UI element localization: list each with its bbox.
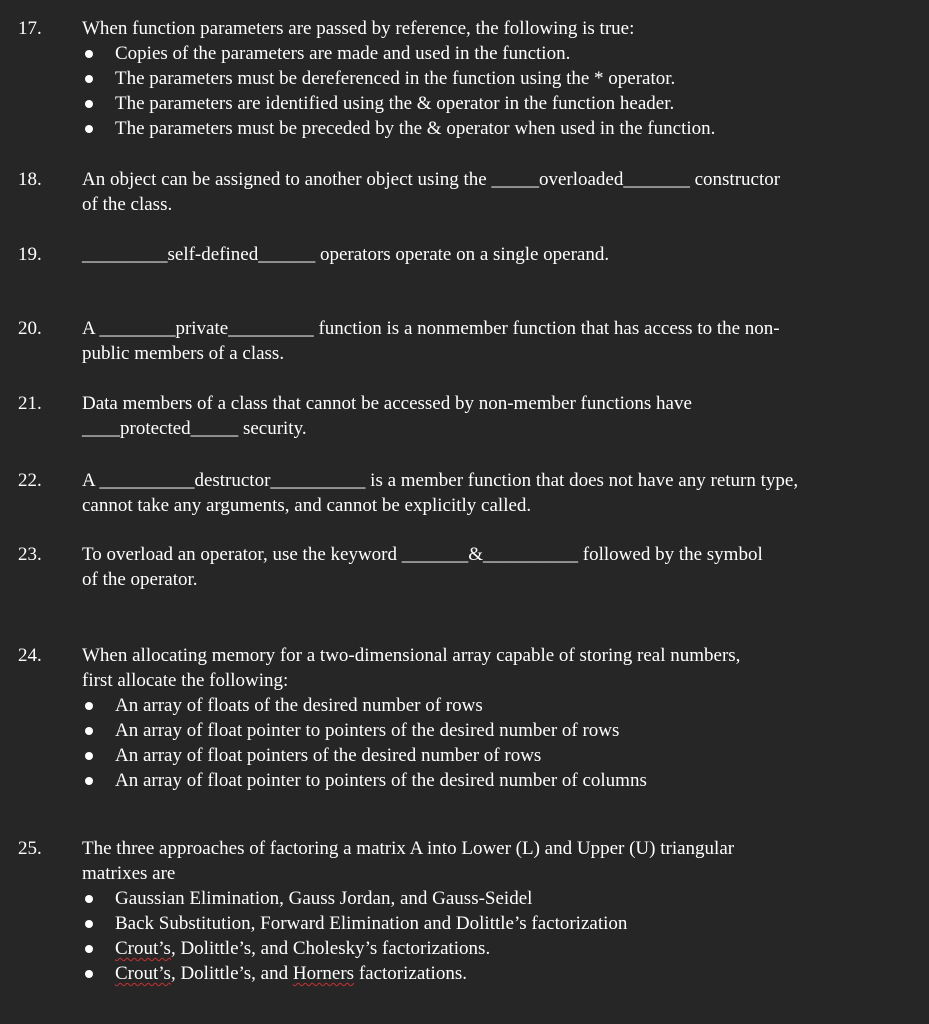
option-text: , Dolittle’s, and Cholesky’s factorizations. — [170, 938, 491, 959]
question-text: _________self-defined______ operators operate on a single operand. — [82, 244, 610, 265]
question-body — [82, 643, 882, 793]
bullet-icon — [85, 75, 93, 83]
option-item — [82, 743, 882, 768]
bullet-icon — [85, 752, 93, 760]
option-item — [82, 768, 882, 793]
bullet-icon — [85, 727, 93, 735]
question-number: 18. — [18, 169, 42, 190]
answer-blank: _____overloaded_______ — [491, 169, 690, 190]
bullet-icon — [85, 970, 93, 978]
question-number: 24. — [18, 645, 42, 666]
question-body — [82, 468, 882, 518]
question-body — [82, 391, 882, 441]
option-text: The parameters must be preceded by the & operator when used in the function. — [115, 118, 716, 139]
question-text: Data members of a class that cannot be accessed by non-member functions have — [82, 393, 692, 414]
option-item — [82, 91, 882, 116]
question-text: An object can be assigned to another object using the _____overloaded_______ constructor — [82, 169, 781, 190]
spellcheck-word: Horners — [292, 963, 355, 984]
option-text: An array of float pointer to pointers of the desired number of columns — [115, 770, 647, 791]
option-item — [82, 693, 882, 718]
option-text: , Dolittle’s, and — [170, 963, 293, 984]
option-text: Copies of the parameters are made and used in the function. — [115, 43, 571, 64]
option-item — [82, 961, 882, 986]
option-text: The parameters are identified using the & operator in the function header. — [115, 93, 675, 114]
question-text-cont: first allocate the following: — [82, 670, 289, 691]
question-text: When function parameters are passed by reference, the following is true: — [82, 18, 635, 39]
question-text-cont: cannot take any arguments, and cannot be explicitly called. — [82, 495, 532, 516]
option-text: The parameters must be dereferenced in the function using the * operator. — [115, 68, 676, 89]
question-text-cont: matrixes are — [82, 863, 176, 884]
option-list — [82, 41, 882, 141]
question-number: 25. — [18, 838, 42, 859]
question-text: When allocating memory for a two-dimensional array capable of storing real numbers, — [82, 645, 741, 666]
question-text-cont: of the operator. — [82, 569, 198, 590]
option-text: Back Substitution, Forward Elimination and Dolittle’s factorization — [115, 913, 628, 934]
answer-blank: __________destructor__________ — [99, 470, 366, 491]
bullet-icon — [85, 920, 93, 928]
option-text: An array of float pointer to pointers of the desired number of rows — [115, 720, 620, 741]
option-item — [82, 41, 882, 66]
question-number: 19. — [18, 244, 42, 265]
question-text: The three approaches of factoring a matrix A into Lower (L) and Upper (U) triangular — [82, 838, 735, 859]
question-body — [82, 836, 882, 986]
question-body — [82, 242, 882, 267]
question-text-cont: public members of a class. — [82, 343, 285, 364]
question-body — [82, 167, 882, 217]
question-body — [82, 542, 882, 592]
option-item — [82, 66, 882, 91]
option-item — [82, 911, 882, 936]
spellcheck-word: Crout’s — [115, 938, 171, 959]
bullet-icon — [85, 702, 93, 710]
answer-blank: ____protected_____ — [82, 418, 239, 439]
answer-blank: _______&__________ — [401, 544, 579, 565]
question-body — [82, 316, 882, 366]
spellcheck-word: Crout’s — [115, 963, 171, 984]
question-number: 23. — [18, 544, 42, 565]
question-text: A ________private_________ function is a nonmember function that has access to the non- — [82, 318, 780, 339]
question-number: 20. — [18, 318, 42, 339]
bullet-icon — [85, 945, 93, 953]
question-number: 17. — [18, 18, 42, 39]
option-text: Gaussian Elimination, Gauss Jordan, and Gauss-Seidel — [115, 888, 533, 909]
bullet-icon — [85, 125, 93, 133]
option-text: An array of float pointers of the desired number of rows — [115, 745, 542, 766]
question-text-cont: ____protected_____ security. — [82, 418, 307, 439]
bullet-icon — [85, 50, 93, 58]
option-item — [82, 718, 882, 743]
option-item — [82, 936, 882, 961]
option-list — [82, 886, 882, 986]
option-item — [82, 116, 882, 141]
question-text: A __________destructor__________ is a member function that does not have any return type, — [82, 470, 799, 491]
bullet-icon — [85, 895, 93, 903]
question-text: To overload an operator, use the keyword _______&__________ followed by the symbol — [82, 544, 763, 565]
option-list — [82, 693, 882, 793]
question-body — [82, 16, 882, 141]
answer-blank: ________private_________ — [99, 318, 314, 339]
answer-blank: _________self-defined______ — [82, 244, 316, 265]
bullet-icon — [85, 100, 93, 108]
bullet-icon — [85, 777, 93, 785]
option-text: An array of floats of the desired number of rows — [115, 695, 483, 716]
question-number: 21. — [18, 393, 42, 414]
option-item — [82, 886, 882, 911]
question-text-cont: of the class. — [82, 194, 173, 215]
option-text: factorizations. — [354, 963, 467, 984]
question-number: 22. — [18, 470, 42, 491]
